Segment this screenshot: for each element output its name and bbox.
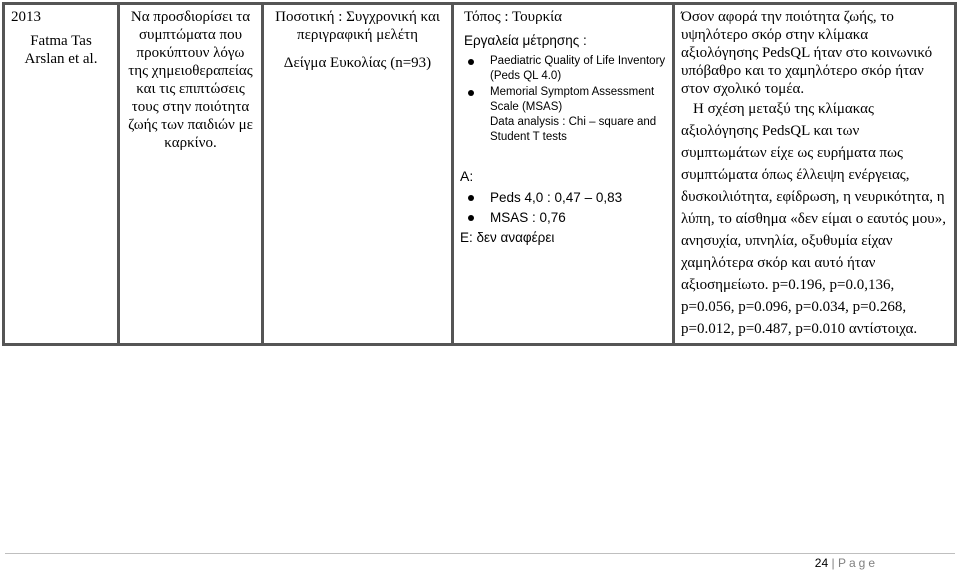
footer-divider bbox=[5, 553, 955, 554]
bullet-icon bbox=[468, 195, 474, 201]
bullet-icon bbox=[468, 90, 474, 96]
list-item bbox=[460, 85, 666, 115]
page-number-label bbox=[815, 556, 878, 570]
table-row bbox=[4, 4, 956, 345]
study-year: 2013 bbox=[11, 9, 41, 25]
results-paragraph-1: Όσον αφορά την ποιότητα ζωής, το υψηλότερο σκόρ στην κλίμακα αξιολόγησης PedsQL ήταν στο κοινωνικό υπόβαθρο και το χαμηλότερο σκόρ ήταν στον σχολικό τομέα. bbox=[681, 9, 933, 97]
data-analysis: Data analysis : Chi – square and Student T tests bbox=[490, 116, 657, 143]
bullet-icon bbox=[468, 59, 474, 65]
page-number: 24 bbox=[814, 556, 829, 570]
results-paragraph-2: Η σχέση μεταξύ της κλίμακας αξιολόγησης PedsQL και των συμπτωμάτων είχε ως ευρήματα πως συμπτώματα όπως έλλειψη ενέργειας, δυσκοιλιότητα, εφίδρωση, η νευρικότητα, η λύπη, το αίσθημα «δεν είμαι ο εαυτός μου», ανησυχία, υπνηλία, οξυθυμία είχαν χαμηλότερα σκόρ και αυτό ήταν αξιοσημείωτο. p=0.196, p=0.0,136, p=0.056, p=0.096, p=0.034, p=0.268, p=0.012, p=0.487, p=0.010 αντίστοιχα. bbox=[681, 101, 946, 337]
review-table bbox=[2, 2, 957, 346]
page-footer bbox=[0, 553, 960, 573]
reliability-value: Peds 4,0 : 0,47 – 0,83 bbox=[490, 190, 623, 205]
results-cell bbox=[674, 4, 956, 345]
reliability-value: MSAS : 0,76 bbox=[490, 210, 566, 225]
reliability-label: A: bbox=[460, 168, 474, 184]
reliability-list bbox=[460, 188, 666, 228]
study-sample: Δείγμα Ευκολίας (n=93) bbox=[283, 55, 432, 71]
list-item bbox=[460, 54, 666, 84]
validity-line: E: δεν αναφέρει bbox=[460, 230, 555, 245]
tool-name: Paediatric Quality of Life Inventory (Peds QL 4.0) bbox=[490, 55, 666, 82]
study-design: Ποσοτική : Συγχρονική και περιγραφική μελέτη bbox=[275, 9, 440, 43]
footer-separator: | bbox=[831, 556, 835, 570]
tools-label: Εργαλεία μέτρησης : bbox=[464, 33, 587, 48]
year-author-cell bbox=[4, 4, 119, 345]
bullet-icon bbox=[468, 215, 474, 221]
study-place: Τόπος : Τουρκία bbox=[464, 9, 563, 25]
method-cell bbox=[453, 4, 674, 345]
list-item bbox=[460, 188, 666, 208]
purpose-cell bbox=[119, 4, 263, 345]
list-item bbox=[460, 208, 666, 228]
design-cell bbox=[263, 4, 453, 345]
study-purpose: Να προσδιορίσει τα συμπτώματα που προκύπτουν λόγω της χημειοθεραπείας και τις επιπτώσεις τους στην ποιότητα ζωής των παιδιών με καρκίνο. bbox=[128, 9, 253, 151]
study-author: Fatma Tas Arslan et al. bbox=[24, 33, 98, 67]
tools-list bbox=[460, 54, 666, 115]
page-word: Page bbox=[837, 556, 878, 570]
tool-name: Memorial Symptom Assessment Scale (MSAS) bbox=[490, 86, 655, 113]
